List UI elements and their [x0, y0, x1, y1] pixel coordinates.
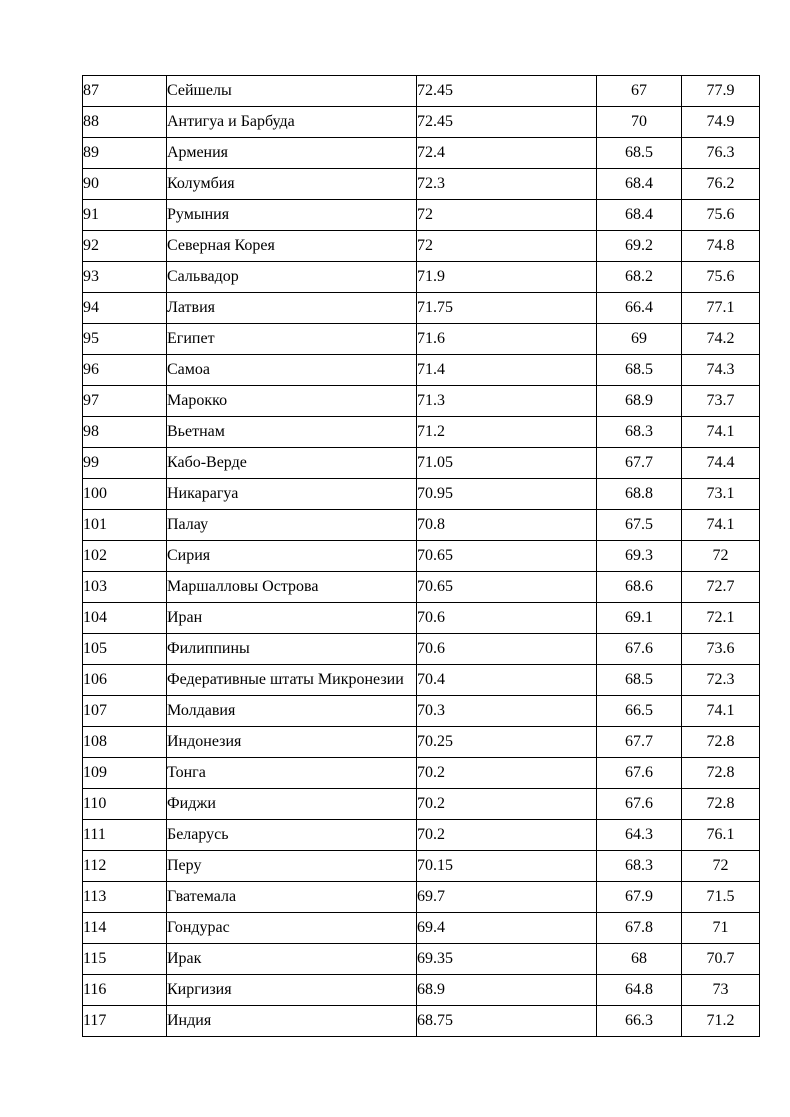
cell-country: Армения — [167, 138, 417, 169]
cell-rank: 104 — [83, 603, 167, 634]
cell-male: 69.2 — [597, 231, 682, 262]
cell-male: 69.1 — [597, 603, 682, 634]
cell-female: 73.7 — [682, 386, 760, 417]
cell-rank: 94 — [83, 293, 167, 324]
cell-country: Киргизия — [167, 975, 417, 1006]
cell-rank: 112 — [83, 851, 167, 882]
cell-overall: 72.3 — [417, 169, 597, 200]
cell-rank: 110 — [83, 789, 167, 820]
cell-female: 74.9 — [682, 107, 760, 138]
cell-country: Антигуа и Барбуда — [167, 107, 417, 138]
cell-female: 71 — [682, 913, 760, 944]
cell-female: 72.3 — [682, 665, 760, 696]
cell-male: 67 — [597, 76, 682, 107]
cell-male: 67.5 — [597, 510, 682, 541]
cell-overall: 70.65 — [417, 572, 597, 603]
table-row — [83, 200, 760, 231]
cell-overall: 70.65 — [417, 541, 597, 572]
cell-country: Никарагуа — [167, 479, 417, 510]
cell-male: 70 — [597, 107, 682, 138]
table-row — [83, 355, 760, 386]
cell-female: 74.1 — [682, 417, 760, 448]
cell-overall: 71.4 — [417, 355, 597, 386]
cell-country: Ирак — [167, 944, 417, 975]
table-row — [83, 572, 760, 603]
cell-rank: 107 — [83, 696, 167, 727]
cell-overall: 70.15 — [417, 851, 597, 882]
cell-country: Федеративные штаты Микронезии — [167, 665, 417, 696]
table-row — [83, 262, 760, 293]
cell-rank: 92 — [83, 231, 167, 262]
cell-female: 75.6 — [682, 262, 760, 293]
cell-male: 68.2 — [597, 262, 682, 293]
cell-female: 74.3 — [682, 355, 760, 386]
table-row — [83, 603, 760, 634]
cell-overall: 71.75 — [417, 293, 597, 324]
cell-male: 64.8 — [597, 975, 682, 1006]
cell-country: Тонга — [167, 758, 417, 789]
cell-overall: 68.9 — [417, 975, 597, 1006]
cell-female: 71.5 — [682, 882, 760, 913]
cell-country: Латвия — [167, 293, 417, 324]
cell-rank: 103 — [83, 572, 167, 603]
cell-female: 74.8 — [682, 231, 760, 262]
table-row — [83, 1006, 760, 1037]
cell-overall: 69.35 — [417, 944, 597, 975]
cell-rank: 111 — [83, 820, 167, 851]
cell-male: 67.8 — [597, 913, 682, 944]
cell-female: 72.1 — [682, 603, 760, 634]
table-row — [83, 138, 760, 169]
cell-rank: 96 — [83, 355, 167, 386]
cell-female: 72 — [682, 541, 760, 572]
cell-male: 67.6 — [597, 634, 682, 665]
cell-overall: 72.45 — [417, 76, 597, 107]
cell-male: 68.5 — [597, 355, 682, 386]
cell-overall: 71.6 — [417, 324, 597, 355]
cell-female: 74.2 — [682, 324, 760, 355]
cell-rank: 106 — [83, 665, 167, 696]
cell-overall: 72 — [417, 200, 597, 231]
cell-overall: 69.7 — [417, 882, 597, 913]
table-row — [83, 758, 760, 789]
cell-rank: 93 — [83, 262, 167, 293]
cell-overall: 70.2 — [417, 820, 597, 851]
cell-rank: 99 — [83, 448, 167, 479]
cell-overall: 70.25 — [417, 727, 597, 758]
cell-country: Самоа — [167, 355, 417, 386]
cell-country: Сейшелы — [167, 76, 417, 107]
cell-overall: 70.6 — [417, 634, 597, 665]
cell-female: 72.8 — [682, 789, 760, 820]
table-row — [83, 665, 760, 696]
cell-male: 66.4 — [597, 293, 682, 324]
cell-male: 66.5 — [597, 696, 682, 727]
table-row — [83, 448, 760, 479]
cell-female: 76.1 — [682, 820, 760, 851]
cell-country: Египет — [167, 324, 417, 355]
cell-overall: 72.45 — [417, 107, 597, 138]
cell-rank: 115 — [83, 944, 167, 975]
cell-male: 68.4 — [597, 169, 682, 200]
cell-rank: 100 — [83, 479, 167, 510]
cell-rank: 116 — [83, 975, 167, 1006]
cell-male: 64.3 — [597, 820, 682, 851]
table-row — [83, 107, 760, 138]
table-row — [83, 820, 760, 851]
table-row — [83, 696, 760, 727]
cell-rank: 89 — [83, 138, 167, 169]
cell-country: Сирия — [167, 541, 417, 572]
table-row — [83, 417, 760, 448]
table-row — [83, 541, 760, 572]
cell-country: Фиджи — [167, 789, 417, 820]
cell-country: Кабо-Верде — [167, 448, 417, 479]
cell-female: 72.8 — [682, 758, 760, 789]
table-row — [83, 913, 760, 944]
cell-female: 76.3 — [682, 138, 760, 169]
cell-female: 77.1 — [682, 293, 760, 324]
cell-country: Румыния — [167, 200, 417, 231]
cell-female: 70.7 — [682, 944, 760, 975]
cell-rank: 97 — [83, 386, 167, 417]
table-row — [83, 727, 760, 758]
cell-overall: 71.9 — [417, 262, 597, 293]
cell-male: 68.5 — [597, 138, 682, 169]
cell-rank: 91 — [83, 200, 167, 231]
cell-male: 67.9 — [597, 882, 682, 913]
table-row — [83, 76, 760, 107]
cell-country: Иран — [167, 603, 417, 634]
cell-overall: 70.2 — [417, 758, 597, 789]
cell-country: Индия — [167, 1006, 417, 1037]
cell-overall: 70.8 — [417, 510, 597, 541]
cell-country: Колумбия — [167, 169, 417, 200]
cell-rank: 102 — [83, 541, 167, 572]
cell-country: Филиппины — [167, 634, 417, 665]
cell-overall: 70.4 — [417, 665, 597, 696]
cell-male: 67.6 — [597, 789, 682, 820]
cell-male: 68.5 — [597, 665, 682, 696]
cell-country: Палау — [167, 510, 417, 541]
cell-country: Марокко — [167, 386, 417, 417]
table-row — [83, 882, 760, 913]
table-row — [83, 231, 760, 262]
cell-country: Северная Корея — [167, 231, 417, 262]
cell-male: 68.3 — [597, 417, 682, 448]
cell-rank: 109 — [83, 758, 167, 789]
cell-country: Вьетнам — [167, 417, 417, 448]
cell-female: 71.2 — [682, 1006, 760, 1037]
table-row — [83, 975, 760, 1006]
cell-overall: 70.2 — [417, 789, 597, 820]
cell-rank: 90 — [83, 169, 167, 200]
cell-female: 73.1 — [682, 479, 760, 510]
cell-female: 74.4 — [682, 448, 760, 479]
cell-rank: 87 — [83, 76, 167, 107]
cell-male: 68.8 — [597, 479, 682, 510]
cell-male: 69 — [597, 324, 682, 355]
cell-male: 67.7 — [597, 727, 682, 758]
cell-rank: 95 — [83, 324, 167, 355]
cell-rank: 88 — [83, 107, 167, 138]
cell-overall: 72.4 — [417, 138, 597, 169]
cell-rank: 105 — [83, 634, 167, 665]
cell-male: 68.3 — [597, 851, 682, 882]
table-row — [83, 789, 760, 820]
cell-female: 74.1 — [682, 510, 760, 541]
cell-female: 72 — [682, 851, 760, 882]
cell-country: Перу — [167, 851, 417, 882]
cell-female: 75.6 — [682, 200, 760, 231]
table-row — [83, 293, 760, 324]
cell-male: 66.3 — [597, 1006, 682, 1037]
cell-male: 68 — [597, 944, 682, 975]
cell-female: 72.7 — [682, 572, 760, 603]
cell-overall: 71.2 — [417, 417, 597, 448]
cell-country: Гондурас — [167, 913, 417, 944]
cell-female: 74.1 — [682, 696, 760, 727]
cell-overall: 70.6 — [417, 603, 597, 634]
cell-overall: 68.75 — [417, 1006, 597, 1037]
cell-rank: 114 — [83, 913, 167, 944]
table-row — [83, 479, 760, 510]
cell-rank: 113 — [83, 882, 167, 913]
cell-male: 68.6 — [597, 572, 682, 603]
cell-male: 67.6 — [597, 758, 682, 789]
table-row — [83, 510, 760, 541]
cell-country: Молдавия — [167, 696, 417, 727]
cell-male: 67.7 — [597, 448, 682, 479]
cell-overall: 70.95 — [417, 479, 597, 510]
cell-overall: 69.4 — [417, 913, 597, 944]
cell-overall: 71.05 — [417, 448, 597, 479]
cell-overall: 72 — [417, 231, 597, 262]
cell-country: Индонезия — [167, 727, 417, 758]
cell-female: 73.6 — [682, 634, 760, 665]
cell-rank: 98 — [83, 417, 167, 448]
table-row — [83, 634, 760, 665]
cell-female: 76.2 — [682, 169, 760, 200]
table-row — [83, 169, 760, 200]
cell-female: 73 — [682, 975, 760, 1006]
cell-female: 77.9 — [682, 76, 760, 107]
cell-rank: 101 — [83, 510, 167, 541]
cell-country: Сальвадор — [167, 262, 417, 293]
cell-male: 68.4 — [597, 200, 682, 231]
cell-rank: 117 — [83, 1006, 167, 1037]
table-row — [83, 851, 760, 882]
table-row — [83, 324, 760, 355]
table-row — [83, 386, 760, 417]
cell-male: 69.3 — [597, 541, 682, 572]
cell-overall: 71.3 — [417, 386, 597, 417]
cell-overall: 70.3 — [417, 696, 597, 727]
table-row — [83, 944, 760, 975]
cell-country: Беларусь — [167, 820, 417, 851]
cell-female: 72.8 — [682, 727, 760, 758]
life-expectancy-table — [82, 75, 760, 1037]
cell-country: Гватемала — [167, 882, 417, 913]
cell-male: 68.9 — [597, 386, 682, 417]
cell-country: Маршалловы Острова — [167, 572, 417, 603]
cell-rank: 108 — [83, 727, 167, 758]
